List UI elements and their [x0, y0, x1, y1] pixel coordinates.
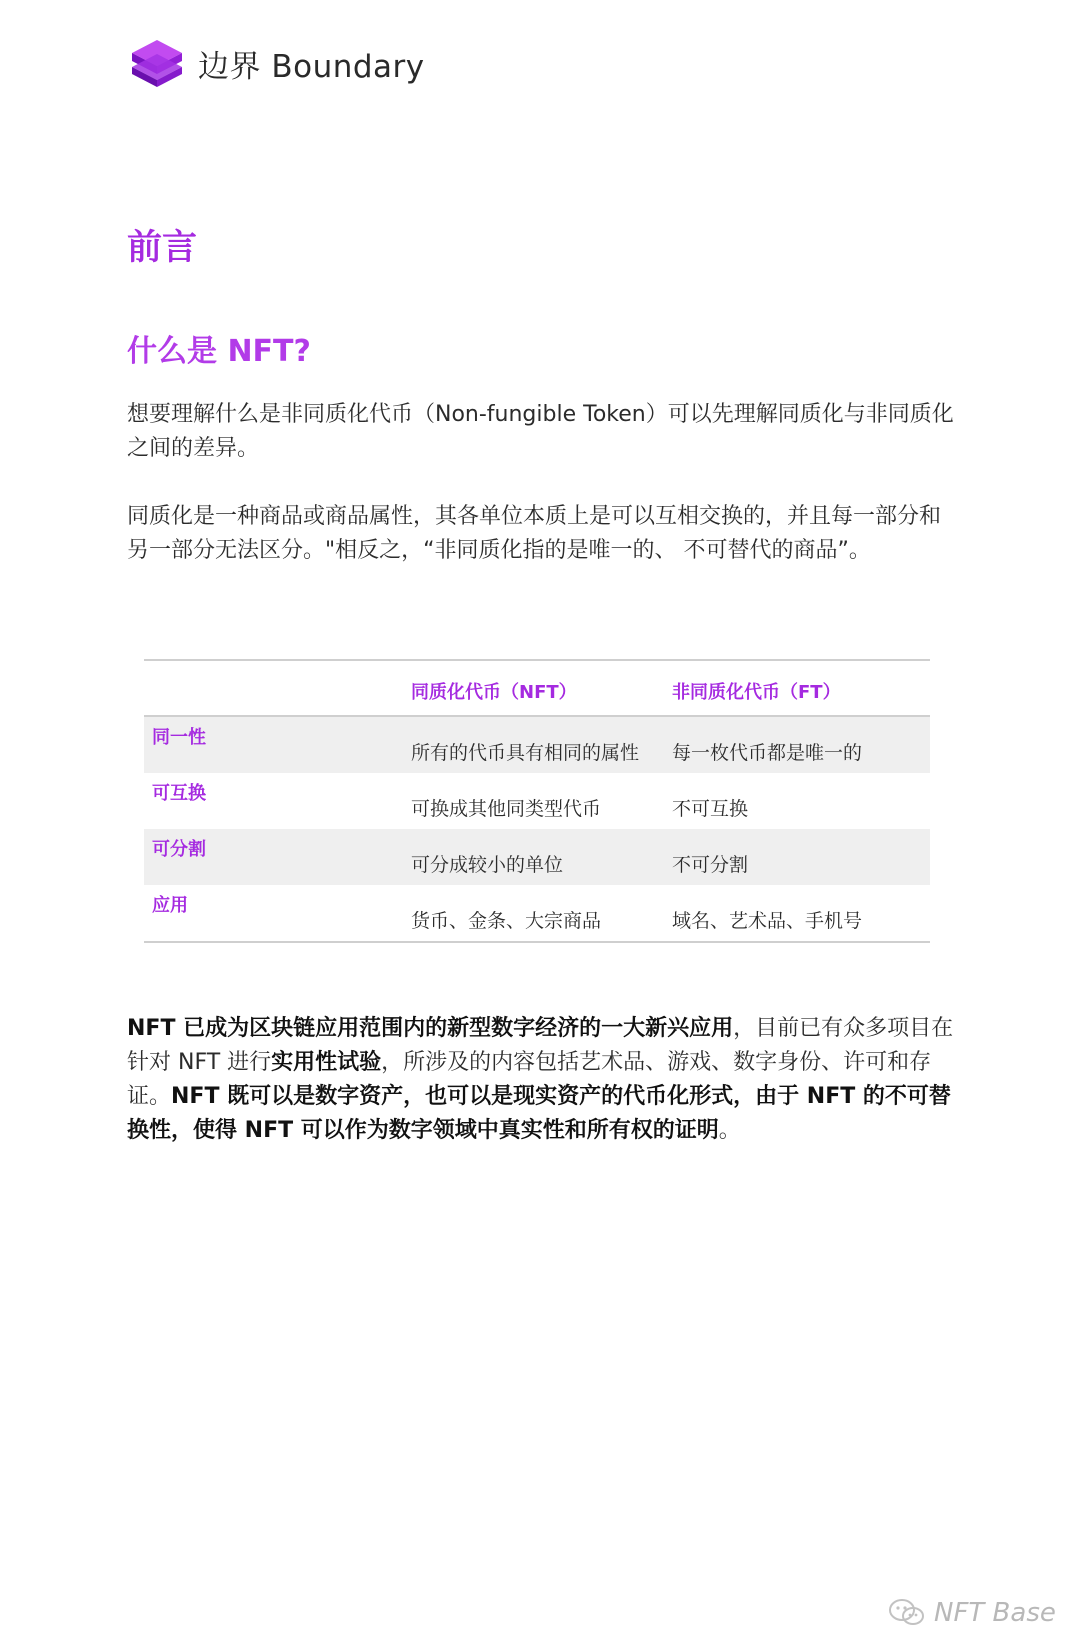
column-header-nonfungible: 非同质化代币（FT）: [672, 682, 841, 703]
cell-fungible: 可分成较小的单位: [411, 854, 564, 876]
table-header-row: [144, 661, 930, 715]
watermark: [888, 1598, 1056, 1628]
comparison-table: [144, 659, 930, 943]
cell-nonfungible: 域名、艺术品、手机号: [672, 910, 863, 932]
cell-nonfungible: 不可分割: [672, 854, 749, 876]
definition-paragraph: 同质化是一种商品或商品属性，其各单位本质上是可以互相交换的，并且每一部分和另一部分无法区分。"相反之，“非同质化指的是唯一的、 不可替代的商品”。: [127, 504, 942, 563]
cell-fungible: 所有的代币具有相同的属性: [411, 742, 640, 764]
closing-bold-2: 实用性试验: [271, 1050, 382, 1075]
cell-fungible: 货币、金条、大宗商品: [411, 910, 602, 932]
closing-bold-1: NFT 已成为区块链应用范围内的新型数字经济的一大新兴应用: [127, 1016, 734, 1041]
closing-text-1: ，目前已有众多项目在针对 NFT 进行: [127, 1016, 954, 1075]
cell-fungible: 可换成其他同类型代币: [411, 798, 602, 820]
row-label: 应用: [152, 895, 188, 916]
intro-paragraph: 想要理解什么是非同质化代币（Non-fungible Token）可以先理解同质化与非同质化之间的差异。: [127, 402, 954, 461]
closing-text-3: 。: [718, 1118, 741, 1143]
section-title: 前言: [127, 228, 198, 268]
row-label: 同一性: [152, 727, 206, 748]
closing-text-2: ，所涉及的内容包括艺术品、游戏、数字身份、许可和存证。: [127, 1050, 932, 1109]
boundary-logo-icon: [126, 38, 188, 88]
row-label: 可分割: [152, 839, 206, 860]
table-row: [144, 829, 930, 885]
table-row: [144, 885, 930, 941]
brand-name: 边界 Boundary: [198, 48, 425, 85]
table-row: [144, 717, 930, 773]
section-subtitle: 什么是 NFT?: [127, 334, 311, 369]
table-row: [144, 773, 930, 829]
brand-logo: [126, 38, 425, 88]
watermark-text: NFT Base: [934, 1598, 1056, 1628]
closing-paragraph: [127, 1012, 957, 1148]
row-label: 可互换: [152, 783, 206, 804]
table-bottom-rule: [144, 941, 930, 943]
closing-bold-3: NFT 既可以是数字资产，也可以是现实资产的代币化形式，由于 NFT 的不可替换性，使得 NFT 可以作为数字领域中真实性和所有权的证明: [127, 1084, 951, 1143]
cell-nonfungible: 不可互换: [672, 798, 749, 820]
cell-nonfungible: 每一枚代币都是唯一的: [672, 742, 863, 764]
wechat-icon: [888, 1598, 926, 1628]
column-header-fungible: 同质化代币（NFT）: [411, 682, 577, 703]
